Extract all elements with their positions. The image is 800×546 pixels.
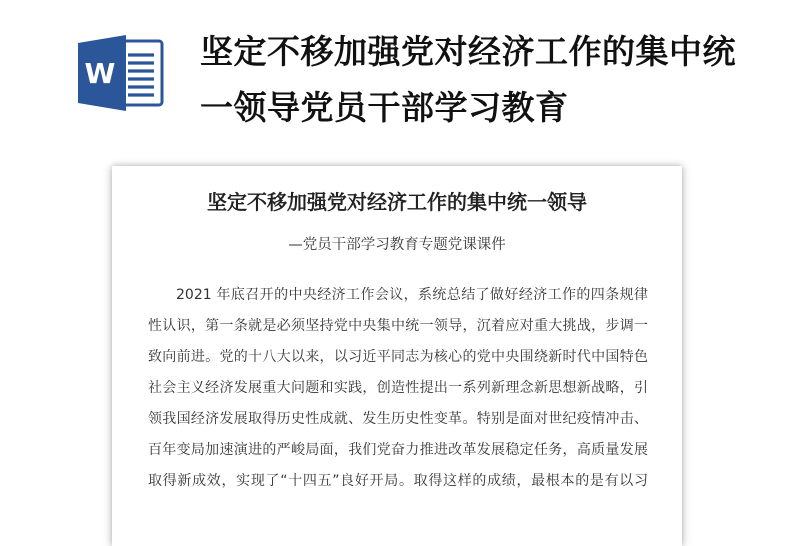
document-subtitle: —党员干部学习教育专题党课课件 (288, 237, 506, 253)
body-line: 致向前进。党的十八大以来，以习近平同志为核心的党中央围绕新时代中国特色 (148, 349, 648, 365)
page-title: 坚定不移加强党对经济工作的集中统一领导党员干部学习教育 (200, 32, 736, 127)
document-body (148, 280, 648, 497)
document-title: 坚定不移加强党对经济工作的集中统一领导 (207, 190, 587, 214)
body-line: 百年变局加速演进的严峻局面，我们党奋力推进改革发展稳定任务，高质量发展 (148, 442, 648, 458)
body-line: 性认识，第一条就是必须坚持党中央集中统一领导，沉着应对重大挑战，步调一 (148, 318, 648, 334)
word-document-icon (76, 33, 164, 113)
body-line: 2021 年底召开的中央经济工作会议，系统总结了做好经济工作的四条规律 (176, 287, 648, 303)
body-line: 领我国经济发展取得历史性成就、发生历史性变革。特别是面对世纪疫情冲击、 (148, 411, 648, 427)
header-banner (0, 0, 800, 160)
svg-text:W: W (84, 57, 116, 90)
body-line: 社会主义经济发展重大问题和实践，创造性提出一系列新理念新思想新战略，引 (148, 380, 648, 396)
body-line: 取得新成效，实现了“十四五”良好开局。取得这样的成绩，最根本的是有以习 (148, 473, 648, 489)
document-page (112, 166, 682, 546)
